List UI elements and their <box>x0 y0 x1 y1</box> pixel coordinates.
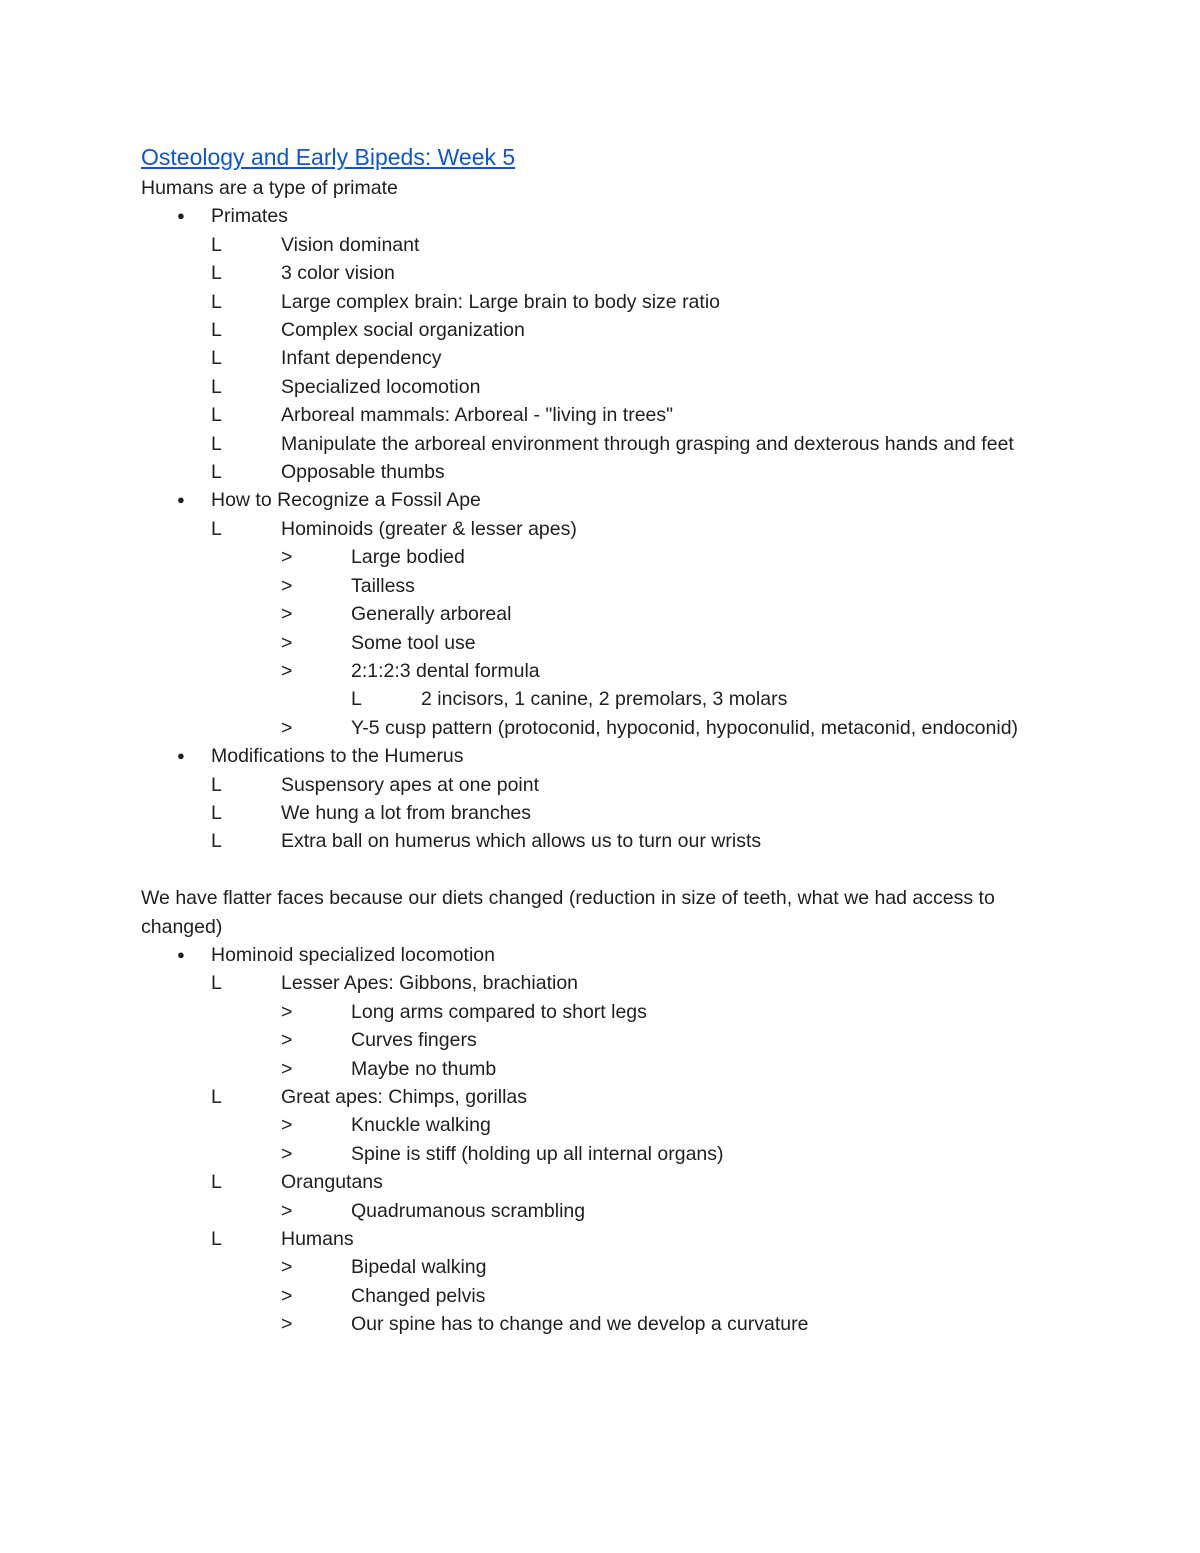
list-item-text: Complex social organization <box>281 319 525 342</box>
sub-bullet-arrow-marker: > <box>281 1256 293 1279</box>
list-item <box>211 288 1081 316</box>
list-item <box>281 714 1081 742</box>
list-item-text: Knuckle walking <box>351 1114 491 1137</box>
list-item-text: Generally arboreal <box>351 603 512 626</box>
list-item <box>141 202 1081 230</box>
sub-bullet-l-marker: L <box>211 517 222 540</box>
sub-bullet-arrow-marker: > <box>281 1029 293 1052</box>
sub-bullet-l-marker: L <box>211 233 222 256</box>
sub-bullet-l-marker: L <box>211 1085 222 1108</box>
list-item-text: Maybe no thumb <box>351 1057 497 1080</box>
list-item <box>141 941 1081 969</box>
sub-bullet-arrow-marker: > <box>281 574 293 597</box>
list-item <box>211 827 1081 855</box>
list-item-text: Some tool use <box>351 631 476 654</box>
list-item <box>351 685 1081 713</box>
list-item-text: Vision dominant <box>281 233 420 256</box>
list-item <box>211 1225 1081 1253</box>
sub-bullet-arrow-marker: > <box>281 1199 293 1222</box>
list-item <box>281 572 1081 600</box>
list-item-text: Opposable thumbs <box>281 461 445 484</box>
sub-bullet-l-marker: L <box>211 262 222 285</box>
sub-bullet-arrow-marker: > <box>281 1313 293 1336</box>
list-item-text: Large bodied <box>351 546 465 569</box>
list-item <box>281 1055 1081 1083</box>
sub-bullet-arrow-marker: > <box>281 603 293 626</box>
list-item-text: Our spine has to change and we develop a curvature <box>351 1313 809 1336</box>
list-item-text: Spine is stiff (holding up all internal organs) <box>351 1142 724 1165</box>
list-item-text: Hominoid specialized locomotion <box>211 943 495 966</box>
list-item <box>281 543 1081 571</box>
list-item-text: Curves fingers <box>351 1029 477 1052</box>
list-item <box>211 1168 1081 1196</box>
list-item <box>281 1310 1081 1338</box>
sub-bullet-arrow-marker: > <box>281 1142 293 1165</box>
sub-bullet-l-marker: L <box>211 319 222 342</box>
list-item <box>281 1111 1081 1139</box>
list-item-text: Quadrumanous scrambling <box>351 1199 586 1222</box>
sub-bullet-l-marker: L <box>211 404 222 427</box>
list-item <box>211 373 1081 401</box>
bullet-icon: ● <box>177 748 185 764</box>
list-item <box>281 1282 1081 1310</box>
list-item <box>281 998 1081 1026</box>
sub-bullet-l-marker: L <box>211 773 222 796</box>
sub-bullet-l-marker: L <box>211 461 222 484</box>
list-item-text: Suspensory apes at one point <box>281 773 540 796</box>
list-item-text: Modifications to the Humerus <box>211 745 464 768</box>
list-item <box>211 458 1081 486</box>
list-item-text: Infant dependency <box>281 347 442 370</box>
list-item <box>211 771 1081 799</box>
list-item-text: Y-5 cusp pattern (protoconid, hypoconid, hypoconulid, metaconid, endoconid) <box>351 716 1019 739</box>
sub-bullet-l-marker: L <box>211 1171 222 1194</box>
sub-bullet-l-marker: L <box>211 1228 222 1251</box>
list-item <box>211 316 1081 344</box>
list-item <box>281 657 1081 685</box>
flatter-faces-paragraph: We have flatter faces because our diets changed (reduction in size of teeth, what we had access to changed) <box>141 887 995 938</box>
list-item-text: Humans <box>281 1228 354 1251</box>
bullet-icon: ● <box>177 946 185 962</box>
list-item-text: Large complex brain: Large brain to body size ratio <box>281 290 720 313</box>
list-item-text: Orangutans <box>281 1171 383 1194</box>
bullet-icon: ● <box>177 492 185 508</box>
list-item-text: 2 incisors, 1 canine, 2 premolars, 3 molars <box>421 688 788 711</box>
list-item-text: 2:1:2:3 dental formula <box>351 659 540 682</box>
list-item <box>211 401 1081 429</box>
list-item <box>141 486 1081 514</box>
sub-bullet-l-marker: L <box>211 972 222 995</box>
list-item-text: Arboreal mammals: Arboreal - "living in trees" <box>281 404 674 427</box>
list-item <box>281 1140 1081 1168</box>
sub-bullet-l-marker: L <box>211 830 222 853</box>
sub-bullet-arrow-marker: > <box>281 631 293 654</box>
outline-list-locomotion <box>141 941 1081 1339</box>
list-item-text: 3 color vision <box>281 262 395 285</box>
list-item-text: Primates <box>211 205 288 228</box>
list-item <box>211 969 1081 997</box>
list-item-text: Specialized locomotion <box>281 375 481 398</box>
sub-bullet-l-marker: L <box>211 290 222 313</box>
list-item <box>211 344 1081 372</box>
list-item <box>211 515 1081 543</box>
sub-bullet-arrow-marker: > <box>281 1284 293 1307</box>
list-item-text: Hominoids (greater & lesser apes) <box>281 517 577 540</box>
sub-bullet-l-marker: L <box>211 801 222 824</box>
list-item-text: How to Recognize a Fossil Ape <box>211 489 481 512</box>
list-item <box>281 1253 1081 1281</box>
sub-bullet-arrow-marker: > <box>281 546 293 569</box>
document-title: Osteology and Early Bipeds: Week 5 <box>141 144 516 170</box>
list-item-text: Great apes: Chimps, gorillas <box>281 1085 528 1108</box>
list-item <box>141 742 1081 770</box>
list-item-text: Lesser Apes: Gibbons, brachiation <box>281 972 579 995</box>
list-item-text: Tailless <box>351 574 415 597</box>
list-item <box>281 1026 1081 1054</box>
intro-paragraph: Humans are a type of primate <box>141 177 398 199</box>
list-item <box>211 1083 1081 1111</box>
sub-bullet-arrow-marker: > <box>281 659 293 682</box>
sub-bullet-l-marker: L <box>211 375 222 398</box>
sub-bullet-l-marker: L <box>351 688 362 711</box>
sub-bullet-l-marker: L <box>211 432 222 455</box>
outline-list-primates <box>141 202 1081 855</box>
blank-line <box>141 856 1081 884</box>
list-item <box>281 600 1081 628</box>
list-item-text: Bipedal walking <box>351 1256 487 1279</box>
list-item-text: We hung a lot from branches <box>281 801 532 824</box>
list-item <box>211 259 1081 287</box>
sub-bullet-arrow-marker: > <box>281 716 293 739</box>
sub-bullet-arrow-marker: > <box>281 1057 293 1080</box>
list-item <box>211 231 1081 259</box>
document-page <box>141 140 1081 1339</box>
sub-bullet-l-marker: L <box>211 347 222 370</box>
bullet-icon: ● <box>177 208 185 224</box>
sub-bullet-arrow-marker: > <box>281 1114 293 1137</box>
list-item-text: Long arms compared to short legs <box>351 1000 647 1023</box>
list-item-text: Changed pelvis <box>351 1284 486 1307</box>
list-item <box>281 1197 1081 1225</box>
sub-bullet-arrow-marker: > <box>281 1000 293 1023</box>
list-item <box>211 430 1081 458</box>
list-item <box>281 629 1081 657</box>
list-item-text: Extra ball on humerus which allows us to turn our wrists <box>281 830 762 853</box>
list-item-text: Manipulate the arboreal environment through grasping and dexterous hands and feet <box>281 432 1014 455</box>
list-item <box>211 799 1081 827</box>
